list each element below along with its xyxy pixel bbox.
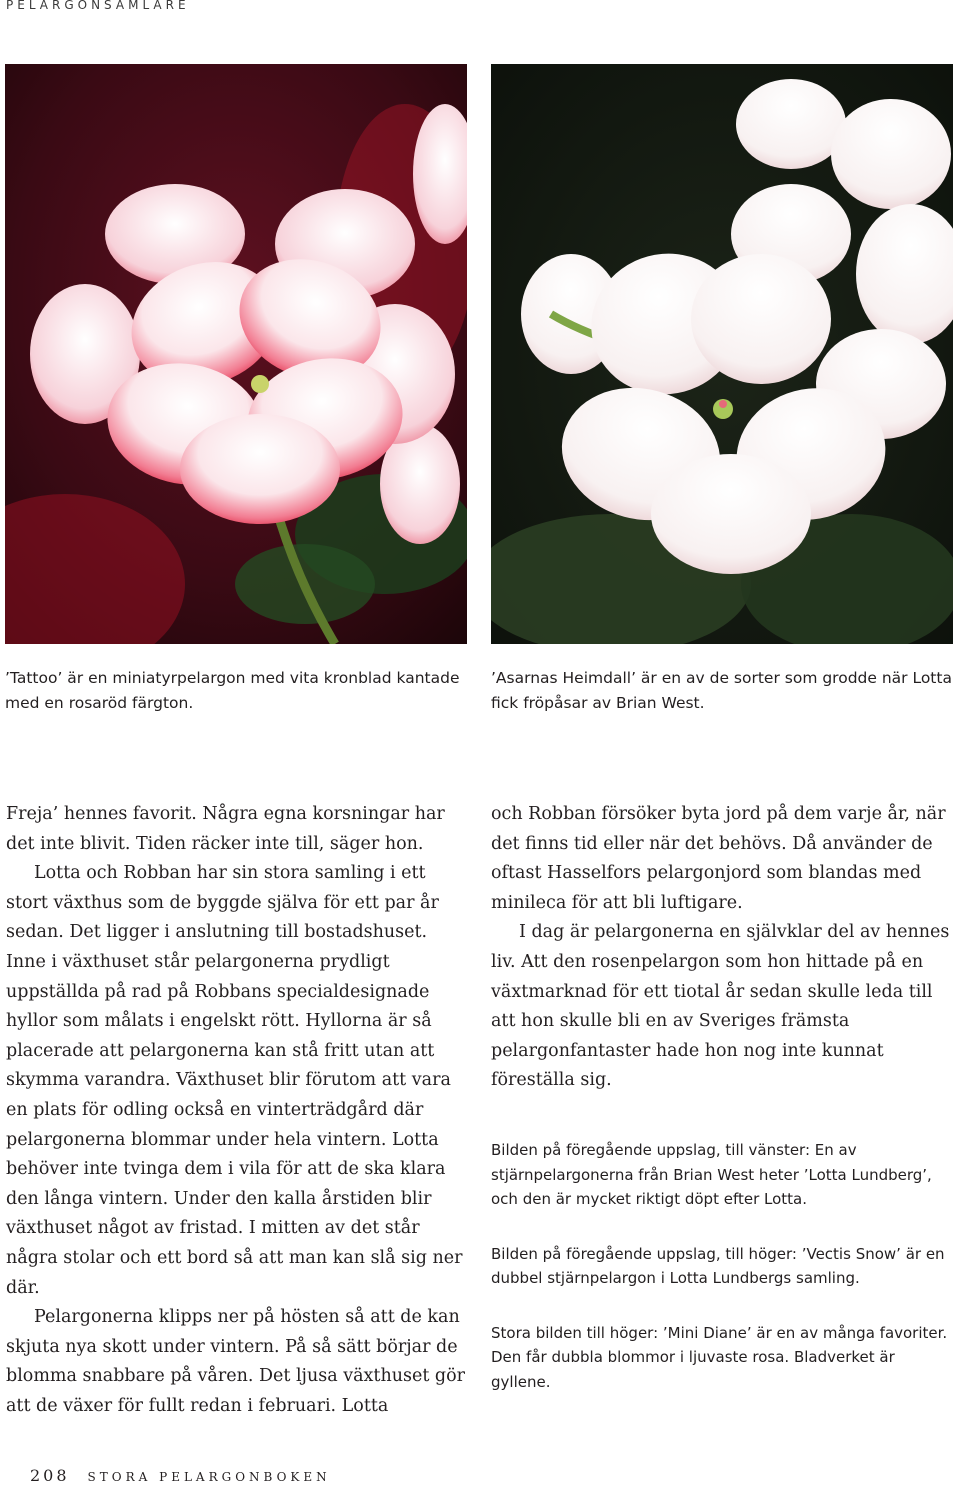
- page-number: 208: [30, 1466, 70, 1485]
- side-caption: Bilden på föregående uppslag, till höger: ’Vectis Snow’ är en dubbel stjärnpelargon i Lotta Lundbergs samling.: [491, 1244, 945, 1287]
- photo-tattoo: [5, 64, 467, 644]
- photo-asarnas-heimdall: [491, 64, 953, 644]
- book-title: STORA PELARGONBOKEN: [87, 1470, 331, 1484]
- side-caption: Bilden på föregående uppslag, till vänster: En av stjärnpelargonerna från Brian West heter ’Lotta Lundberg’, och den är mycket riktigt döpt efter Lotta.: [491, 1141, 932, 1208]
- pelargonium-tattoo-image: [5, 64, 467, 644]
- body-paragraph: Freja’ hennes favorit. Några egna korsningar har det inte blivit. Tiden räcker inte till, säger hon.: [6, 804, 445, 854]
- pelargonium-asarnas-heimdall-image: [491, 64, 953, 644]
- body-paragraph: Pelargonerna klipps ner på hösten så att de kan skjuta nya skott under vintern. På så sätt börjar de blomma snabbare på våren. Det ljusa växthuset gör att de växer för fullt redan i februari. Lotta: [6, 1307, 466, 1416]
- body-column-right: [491, 800, 953, 1096]
- side-caption: Stora bilden till höger: ’Mini Diane’ är en av många favoriter. Den får dubbla blommor i ljuvaste rosa. Bladverket är gyllene.: [491, 1323, 948, 1391]
- side-captions: [491, 1138, 953, 1424]
- photo-caption-left: ’Tattoo’ är en miniatyrpelargon med vita kronblad kantade med en rosaröd färgton.: [5, 669, 460, 712]
- body-paragraph: och Robban försöker byta jord på dem varje år, när det finns tid eller när det behövs. Då använder de oftast Hasselfors pelargonjord som blandas med minileca för att bli luftigare.: [491, 804, 946, 913]
- photo-caption-right: ’Asarnas Heimdall’ är en av de sorter som grodde när Lotta fick fröpåsar av Brian West.: [491, 669, 952, 712]
- body-paragraph: Lotta och Robban har sin stora samling i ett stort växthus som de byggde själva för ett par år sedan. Det ligger i anslutning till bostadshuset. Inne i växthuset står pelargonerna prydligt uppställda på rad på Robbans specialdesignade hyllor som målats i engelskt rött. Hyllorna är så placerade att pelargonerna kan stå fritt utan att skymma varandra. Växthuset blir förutom att vara en plats för odling också en vinterträdgård där pelargonerna blommar under hela vintern. Lotta behöver inte tvinga dem i vila för att de ska klara den långa vintern. Under den kalla årstiden blir växthuset något av fristad. I mitten av det står några stolar och ett bord så att man kan slå sig ner där.: [6, 863, 463, 1298]
- folio: [30, 1466, 331, 1485]
- body-column-left: [6, 800, 468, 1421]
- running-head: PELARGONSAMLARE: [6, 0, 190, 12]
- body-paragraph: I dag är pelargonerna en självklar del av hennes liv. Att den rosenpelargon som hon hittade på en växtmarknad för ett tiotal år sedan skulle leda till att hon skulle bli en av Sveriges främsta pelargonfantaster hade hon nog inte kunnat föreställa sig.: [491, 922, 950, 1091]
